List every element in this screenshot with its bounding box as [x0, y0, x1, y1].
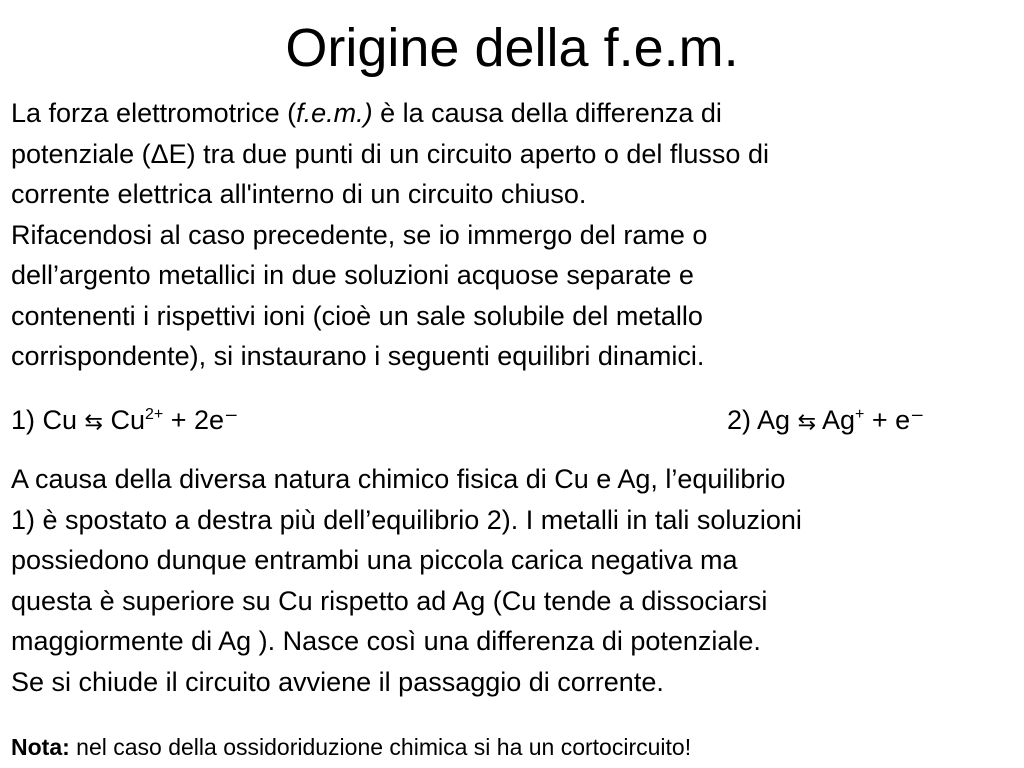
- equilibrium-copper-ion: Cu: [102, 405, 146, 435]
- explanation-paragraph: [11, 459, 1021, 702]
- explanation-line-4: questa è superiore su Cu rispetto ad Ag (Cu tende a dissociarsi: [11, 585, 768, 616]
- intro-line-4: Rifacendosi al caso precedente, se io immergo del rame o: [11, 219, 708, 250]
- explanation-line-6: Se si chiude il circuito avviene il passaggio di corrente.: [11, 666, 664, 697]
- explanation-line-1: A causa della diversa natura chimico fisica di Cu e Ag, l’equilibrio: [11, 464, 786, 494]
- explanation-line-2: 1) è spostato a destra più dell’equilibrio 2). I metalli in tali soluzioni: [11, 504, 802, 535]
- intro-line-1: [11, 93, 1021, 134]
- equilibrium-silver-electrons: + e⁻: [864, 405, 925, 435]
- explanation-line-5: maggiormente di Ag ). Nasce così una differenza di potenziale.: [11, 626, 761, 656]
- equilibrium-arrow-icon: ⇆: [797, 410, 816, 435]
- fem-abbreviation: f.e.m.): [296, 98, 373, 128]
- intro-paragraph: [11, 93, 1021, 377]
- intro-line-1-start: La forza elettromotrice (: [11, 98, 297, 128]
- slide-title: Origine della f.e.m.: [285, 18, 739, 78]
- intro-line-6: contenenti i rispettivi ioni (cioè un sale solubile del metallo: [11, 300, 703, 331]
- equilibrium-copper-electrons: + 2e⁻: [163, 405, 239, 435]
- note-label: Nota:: [11, 734, 70, 760]
- intro-line-7: corrispondente), si instaurano i seguenti equilibri dinamici.: [11, 341, 705, 371]
- equilibrium-copper-charge: 2+: [145, 406, 164, 423]
- note: [11, 730, 691, 764]
- intro-line-5: dell’argento metallici in due soluzioni acquose separate e: [11, 260, 694, 290]
- equilibrium-copper-reactant: 1) Cu: [11, 405, 78, 435]
- equilibrium-silver: [727, 400, 924, 443]
- equilibrium-copper: [11, 400, 238, 443]
- equilibrium-silver-charge: +: [855, 406, 865, 423]
- equilibrium-silver-ion: Ag: [816, 405, 856, 435]
- equilibrium-silver-reactant: 2) Ag: [727, 405, 791, 435]
- equilibrium-arrow-icon: ⇆: [84, 410, 103, 435]
- intro-line-3: corrente elettrica all'interno di un circuito chiuso.: [11, 179, 587, 209]
- intro-line-1-end: è la causa della differenza di: [372, 98, 722, 128]
- intro-line-2: potenziale (ΔE) tra due punti di un circuito aperto o del flusso di: [11, 138, 769, 169]
- note-text: nel caso della ossidoriduzione chimica si ha un cortocircuito!: [69, 734, 692, 760]
- explanation-line-3: possiedono dunque entrambi una piccola carica negativa ma: [11, 545, 738, 575]
